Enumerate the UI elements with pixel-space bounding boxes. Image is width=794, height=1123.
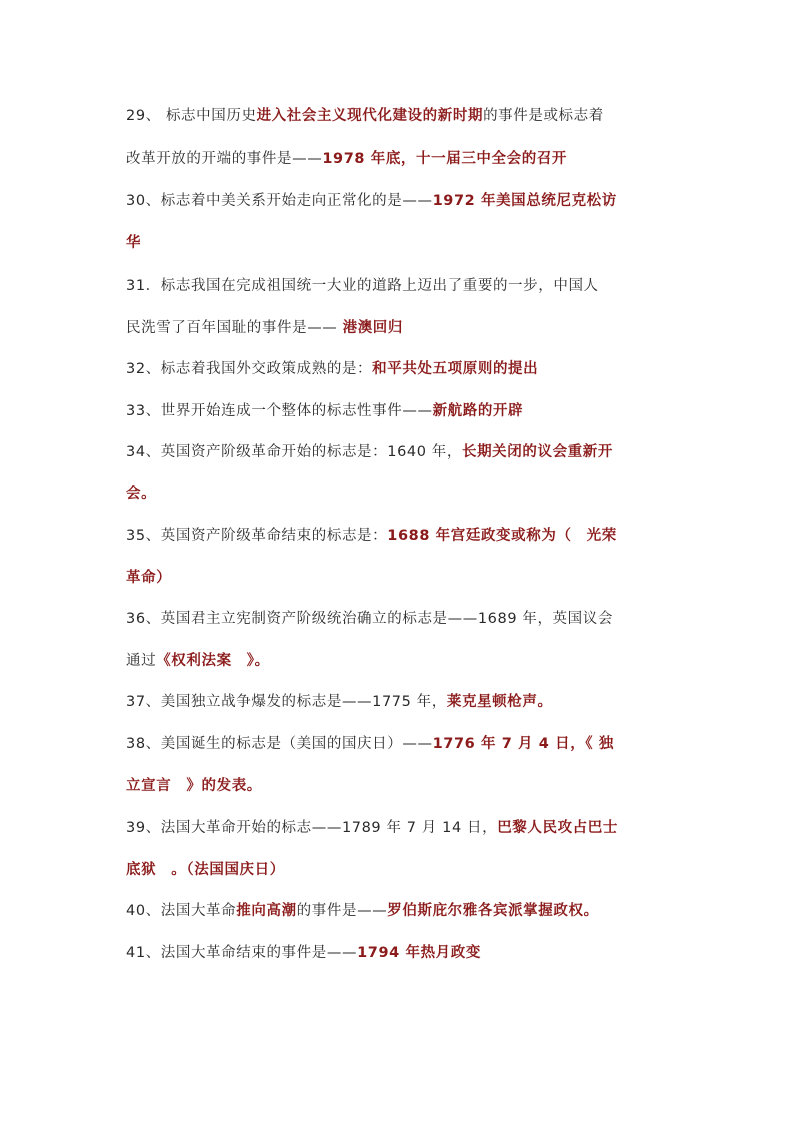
body-text: 改革开放的开端的事件是—— [126,151,323,167]
highlight-text: 《权利法案 》。 [156,653,270,669]
item-35-line-1 [126,526,671,546]
body-text: 40、法国大革命 [126,903,237,919]
highlight-text: 1978 年底，十一届三中全会的召开 [322,151,568,167]
body-text: 34、英国资产阶级革命开始的标志是：1640 年， [126,444,462,460]
highlight-text: 新航路的开辟 [432,403,524,419]
item-34-line-1 [126,442,671,462]
body-text: 的事件是或标志着 [483,108,604,124]
item-38-line-2 [126,776,671,796]
item-29-line-2 [126,149,671,169]
body-text: 33、世界开始连成一个整体的标志性事件—— [126,403,433,419]
item-39-line-2 [126,860,671,880]
highlight-text: 1972 年美国总统尼克松访 [432,193,617,209]
body-text: 38、美国诞生的标志是（美国的国庆日）—— [126,736,433,752]
item-35-line-2 [126,568,671,588]
highlight-text: 莱克星顿枪声。 [446,694,553,710]
highlight-text: 华 [126,235,142,251]
item-30-line-2 [126,233,671,253]
highlight-text: 革命） [126,570,172,586]
highlight-text: 底狱 。（法国国庆日） [126,862,285,878]
item-37-line-1 [126,692,671,712]
item-33-line-1 [126,401,671,421]
body-text: 35、英国资产阶级革命结束的标志是： [126,528,388,544]
item-40-line-1 [126,901,671,921]
highlight-text: 和平共处五项原则的提出 [372,361,539,377]
body-text: 民洗雪了百年国耻的事件是—— [126,320,343,336]
highlight-text: 港澳回归 [342,320,404,336]
item-38-line-1 [126,734,671,754]
item-31-line-2 [126,318,671,338]
highlight-text: 1794 年热月政变 [357,945,481,961]
body-text: 31．标志我国在完成祖国统一大业的道路上迈出了重要的一步，中国人 [126,278,599,294]
body-text: 29、 标志中国历史 [126,108,257,124]
body-text: 37、美国独立战争爆发的标志是——1775 年， [126,694,447,710]
item-41-line-1 [126,943,671,963]
item-34-line-2 [126,484,671,504]
item-30-line-1 [126,191,671,211]
highlight-text: 会。 [126,486,157,502]
item-29-line-1 [126,106,671,126]
body-text: 36、英国君主立宪制资产阶级统治确立的标志是——1689 年，英国议会 [126,611,613,627]
highlight-text: 罗伯斯庇尔雅各宾派掌握政权。 [387,903,599,919]
highlight-text: 1688 年宫廷政变或称为（ 光荣 [387,528,617,544]
body-text: 32、标志着我国外交政策成熟的是： [126,361,373,377]
item-36-line-1 [126,609,671,629]
body-text: 30、标志着中美关系开始走向正常化的是—— [126,193,433,209]
highlight-text: 推向高潮 [236,903,297,919]
body-text: 通过 [126,653,157,669]
body-text: 的事件是—— [296,903,388,919]
highlight-text: 立宣言 》的发表。 [126,778,262,794]
item-31-line-1 [126,276,671,296]
highlight-text: 1776 年 7 月 4 日，《 独 [432,736,614,752]
item-39-line-1 [126,818,671,838]
item-32-line-1 [126,359,671,379]
highlight-text: 巴黎人民攻占巴士 [497,820,618,836]
highlight-text: 长期关闭的议会重新开 [461,444,613,460]
item-36-line-2 [126,651,671,671]
body-text: 39、法国大革命开始的标志——1789 年 7 月 14 日， [126,820,498,836]
highlight-text: 进入社会主义现代化建设的新时期 [256,108,484,124]
body-text: 41、法国大革命结束的事件是—— [126,945,358,961]
